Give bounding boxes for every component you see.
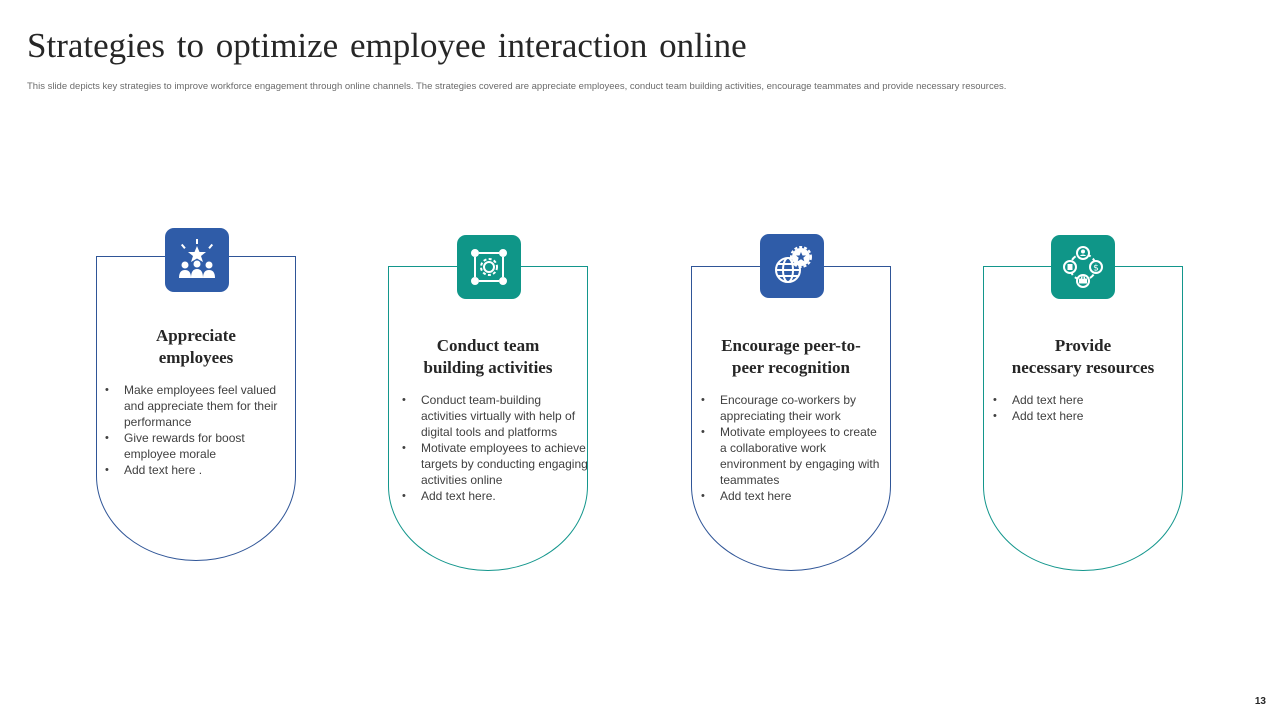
- card-title: [96, 325, 296, 369]
- bullet-item: • Conduct team-building activities virtually with help of digital tools and platforms: [402, 392, 588, 440]
- card-title-line2: building activities: [423, 358, 553, 377]
- slide-subtitle: This slide depicts key strategies to improve workforce engagement through online channels. The strategies covered are appreciate employees, conduct team building activities, encourage teammates and provide necessary resources.: [27, 81, 1007, 92]
- bullet-item: • Give rewards for boost employee morale: [105, 430, 291, 462]
- bullet-item: • Add text here: [993, 392, 1173, 408]
- card-title: [983, 335, 1183, 379]
- svg-text:$: $: [1093, 263, 1099, 274]
- bullet-item: • Add text here .: [105, 462, 291, 478]
- card-bullet-list: [701, 392, 881, 504]
- card-1-text: [96, 256, 296, 561]
- card-bullet-list: [993, 392, 1173, 424]
- card-title-line1: Appreciate: [156, 326, 236, 345]
- card-bullet-list: [105, 382, 291, 478]
- bullet-item: • Add text here: [993, 408, 1173, 424]
- card-title-line1: Conduct team: [436, 336, 540, 355]
- bullet-item: • Motivate employees to create a collaborative work environment by engaging with teammates: [701, 424, 881, 488]
- bullet-item: • Encourage co-workers by appreciating their work: [701, 392, 881, 424]
- card-bullet-list: [402, 392, 588, 504]
- bullet-item: • Make employees feel valued and appreciate them for their performance: [105, 382, 291, 430]
- card-title: [691, 335, 891, 379]
- card-title-line1: Encourage peer-to-: [721, 336, 861, 355]
- card-2-text: [388, 266, 588, 571]
- page-number: 13: [1254, 696, 1266, 707]
- bullet-item: • Add text here: [701, 488, 881, 504]
- slide-title: Strategies to optimize employee interaction online: [27, 26, 747, 65]
- card-title-line2: necessary resources: [1011, 358, 1155, 377]
- card-title: [388, 335, 588, 379]
- card-4-text: [983, 263, 1183, 571]
- card-3-text: [691, 266, 891, 571]
- card-title-line1: Provide: [1054, 336, 1112, 355]
- card-title-line2: peer recognition: [732, 358, 850, 377]
- bullet-item: • Motivate employees to achieve targets by conducting engaging activities online: [402, 440, 588, 488]
- card-title-line2: employees: [158, 348, 234, 367]
- bullet-item: • Add text here.: [402, 488, 588, 504]
